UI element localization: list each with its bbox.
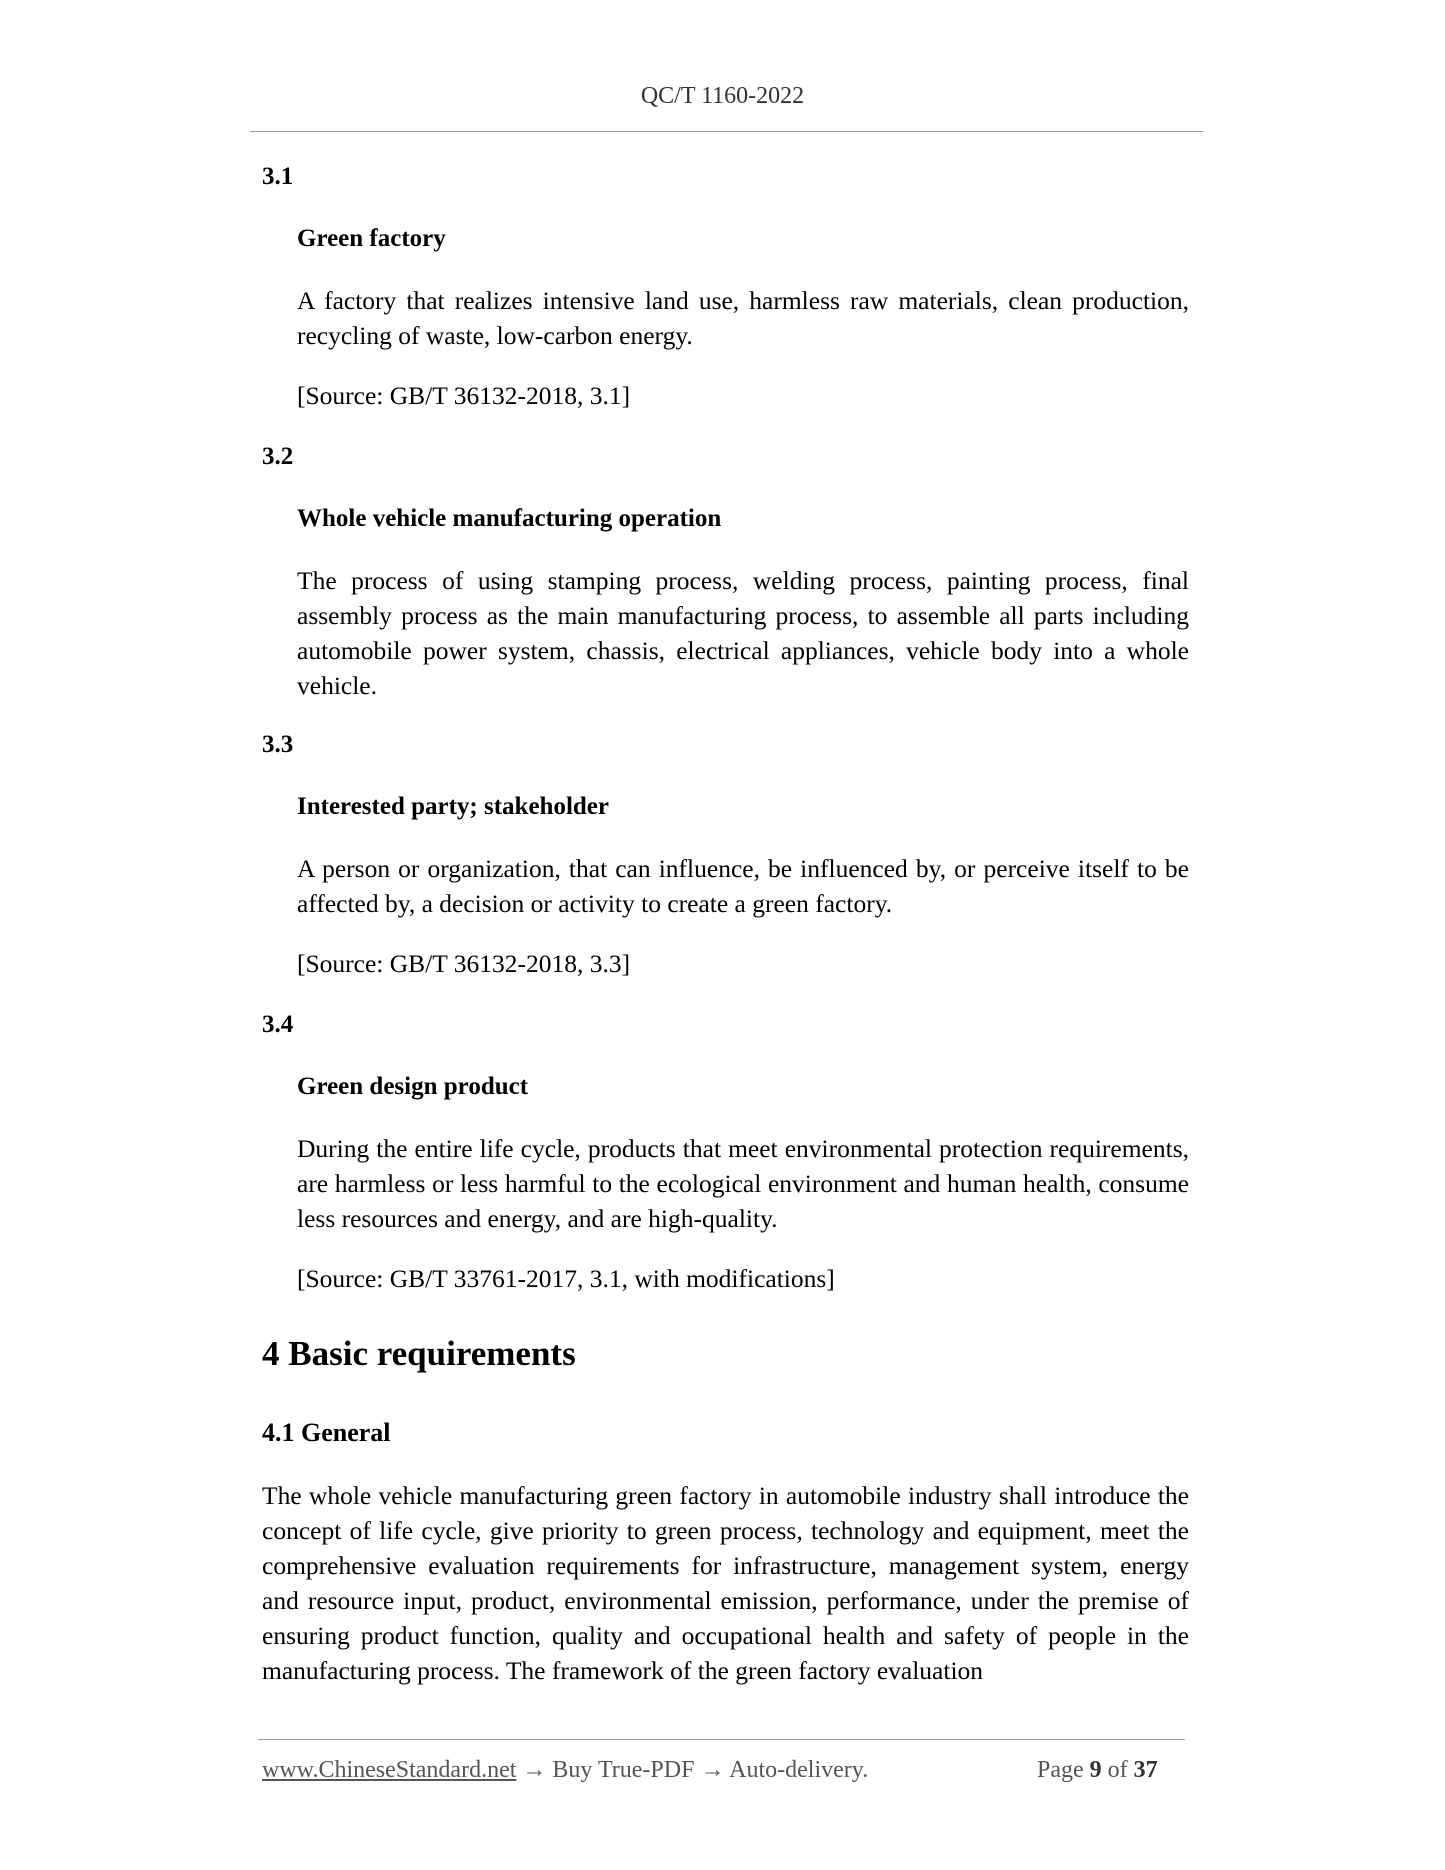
- entry-number: 3.2: [262, 443, 294, 470]
- page-total: 37: [1133, 1757, 1158, 1783]
- entry-definition: A person or organization, that can influence, be influenced by, or perceive itself to be affected by, a decision or activity to create a green factory.: [297, 854, 1189, 918]
- page-header-title: QC/T 1160-2022: [640, 83, 805, 109]
- entry-definition: A factory that realizes intensive land use, harmless raw materials, clean production, recycling of waste, low-carbon energy.: [297, 286, 1189, 350]
- section-paragraph: The whole vehicle manufacturing green factory in automobile industry shall introduce the concept of life cycle, give priority to green process, technology and equipment, meet the comprehensive evaluation requirements for infrastructure, management system, energy and resource input, product, environmental emission, performance, under the premise of ensuring product function, quality and occupational health and safety of people in the manufacturing process. The framework of the green factory evaluation: [262, 1481, 1189, 1685]
- entry-number: 3.3: [262, 731, 294, 758]
- auto-delivery-text: Auto-delivery.: [729, 1757, 869, 1783]
- buy-pdf-text: Buy True-PDF: [552, 1757, 695, 1783]
- subsection-heading: 4.1 General: [262, 1418, 391, 1447]
- footer-links: [262, 1757, 868, 1784]
- entry-definition: During the entire life cycle, products that meet environmental protection requirements, are harmless or less harmful to the ecological environment and human health, consume less resources and energy, and are high-quality.: [297, 1134, 1189, 1233]
- entry-number: 3.4: [262, 1011, 294, 1038]
- site-link[interactable]: www.ChineseStandard.net: [262, 1757, 517, 1783]
- arrow-right-icon: →: [700, 1757, 725, 1783]
- entry-source: [Source: GB/T 36132-2018, 3.1]: [297, 381, 631, 410]
- section-heading: 4 Basic requirements: [262, 1334, 576, 1373]
- page-indicator: [1037, 1757, 1158, 1784]
- arrow-right-icon: →: [522, 1757, 547, 1783]
- entry-term: Green factory: [297, 225, 446, 252]
- entry-term: Interested party; stakeholder: [297, 793, 609, 820]
- entry-term: Green design product: [297, 1073, 529, 1100]
- entry-term: Whole vehicle manufacturing operation: [297, 505, 722, 532]
- of-label: of: [1107, 1757, 1128, 1783]
- header-divider: [250, 131, 1203, 132]
- entry-number: 3.1: [262, 163, 294, 190]
- entry-source: [Source: GB/T 33761-2017, 3.1, with modifications]: [297, 1264, 835, 1293]
- footer-divider: [258, 1739, 1185, 1740]
- page-number: 9: [1089, 1757, 1102, 1783]
- entry-definition: The process of using stamping process, welding process, painting process, final assembly process as the main manufacturing process, to assemble all parts including automobile power system, chassis, electrical appliances, vehicle body into a whole vehicle.: [297, 566, 1189, 700]
- entry-source: [Source: GB/T 36132-2018, 3.3]: [297, 949, 631, 978]
- page-label: Page: [1037, 1757, 1084, 1783]
